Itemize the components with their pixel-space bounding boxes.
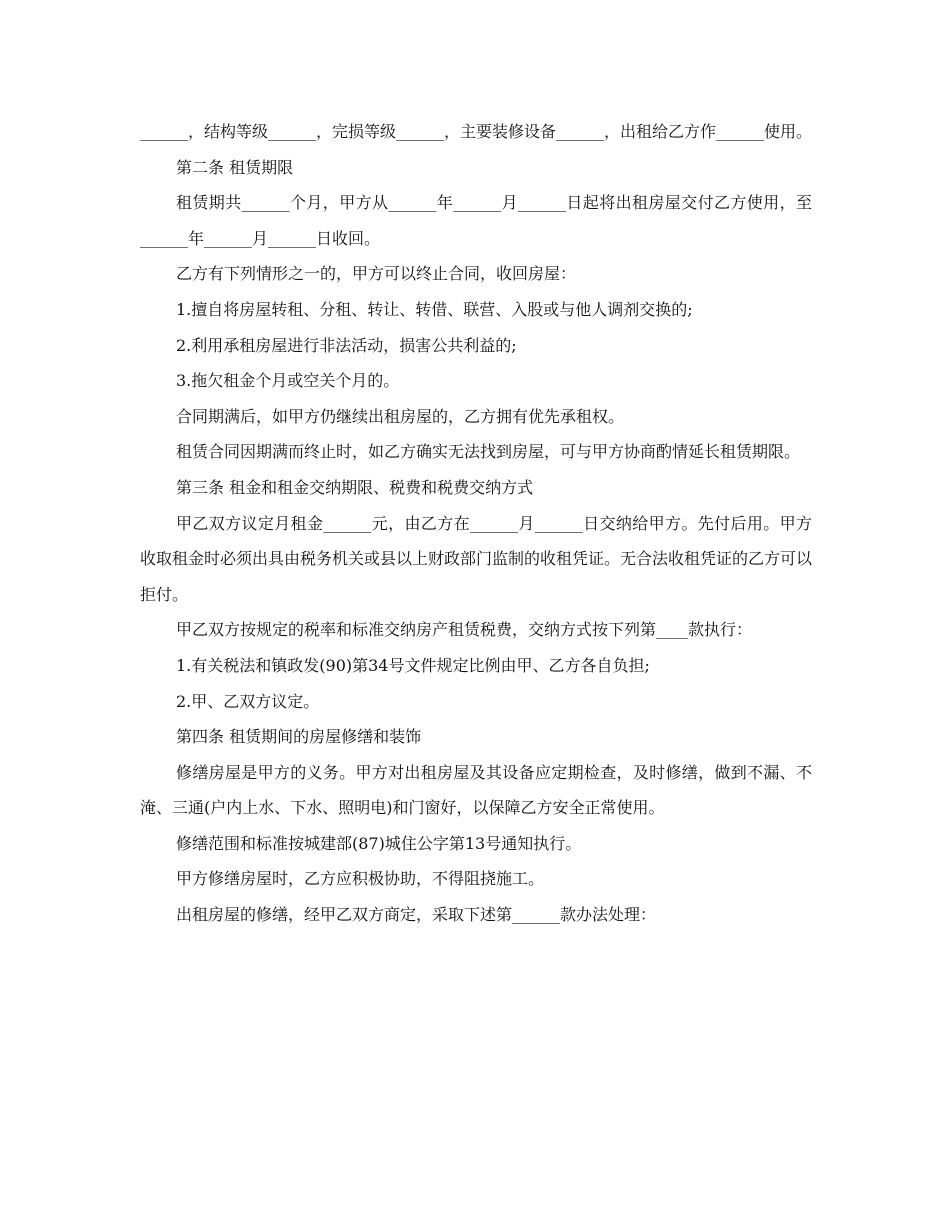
paragraph-repair-method: 出租房屋的修缮，经甲乙双方商定，采取下述第______款办法处理： xyxy=(176,905,657,925)
document-page xyxy=(140,114,812,933)
paragraph-lease-term: 租赁期共______个月，甲方从______年______月______日起将出租房屋交付乙方使用，至______年______月______日收回。 xyxy=(140,193,812,248)
list-item-termination-2: 2.利用承租房屋进行非法活动，损害公共利益的; xyxy=(176,335,517,355)
paragraph-tax-payment: 甲乙双方按规定的税率和标准交纳房产租赁税费，交纳方式按下列第____款执行： xyxy=(176,620,753,640)
paragraph-priority-renewal: 合同期满后，如甲方仍继续出租房屋的，乙方拥有优先承租权。 xyxy=(176,406,625,426)
list-item-termination-1: 1.擅自将房屋转租、分租、转让、转借、联营、入股或与他人调剂交换的; xyxy=(176,299,693,319)
heading-article-4: 第四条 租赁期间的房屋修缮和装饰 xyxy=(176,727,422,747)
heading-article-2: 第二条 租赁期限 xyxy=(176,157,294,177)
list-item-tax-2: 2.甲、乙双方议定。 xyxy=(176,691,320,711)
paragraph-lease-extension: 租赁合同因期满而终止时，如乙方确实无法找到房屋，可与甲方协商酌情延长租赁期限。 xyxy=(176,442,801,462)
paragraph-termination-conditions: 乙方有下列情形之一的，甲方可以终止合同，收回房屋： xyxy=(176,264,577,284)
paragraph-premises-continued: ______，结构等级______，完损等级______，主要装修设备______，出租给乙方作______使用。 xyxy=(140,122,813,141)
list-item-tax-1: 1.有关税法和镇政发(90)第34号文件规定比例由甲、乙方各自负担; xyxy=(176,655,650,675)
heading-article-3: 第三条 租金和租金交纳期限、税费和税费交纳方式 xyxy=(176,477,534,497)
paragraph-repair-obligation: 修缮房屋是甲方的义务。甲方对出租房屋及其设备应定期检查，及时修缮，做到不漏、不淹、三通(户内上水、下水、照明电)和门窗好，以保障乙方安全正常使用。 xyxy=(140,762,812,818)
paragraph-repair-scope: 修缮范围和标准按城建部(87)城住公字第13号通知执行。 xyxy=(176,833,582,853)
paragraph-monthly-rent: 甲乙双方议定月租金______元，由乙方在______月______日交纳给甲方。先付后用。甲方收取租金时必须出具由税务机关或县以上财政部门监制的收租凭证。无合法收租凭证的乙方可以拒付。 xyxy=(140,513,813,604)
list-item-termination-3: 3.拖欠租金个月或空关个月的。 xyxy=(176,371,400,391)
paragraph-repair-cooperation: 甲方修缮房屋时，乙方应积极协助，不得阻挠施工。 xyxy=(176,869,545,889)
